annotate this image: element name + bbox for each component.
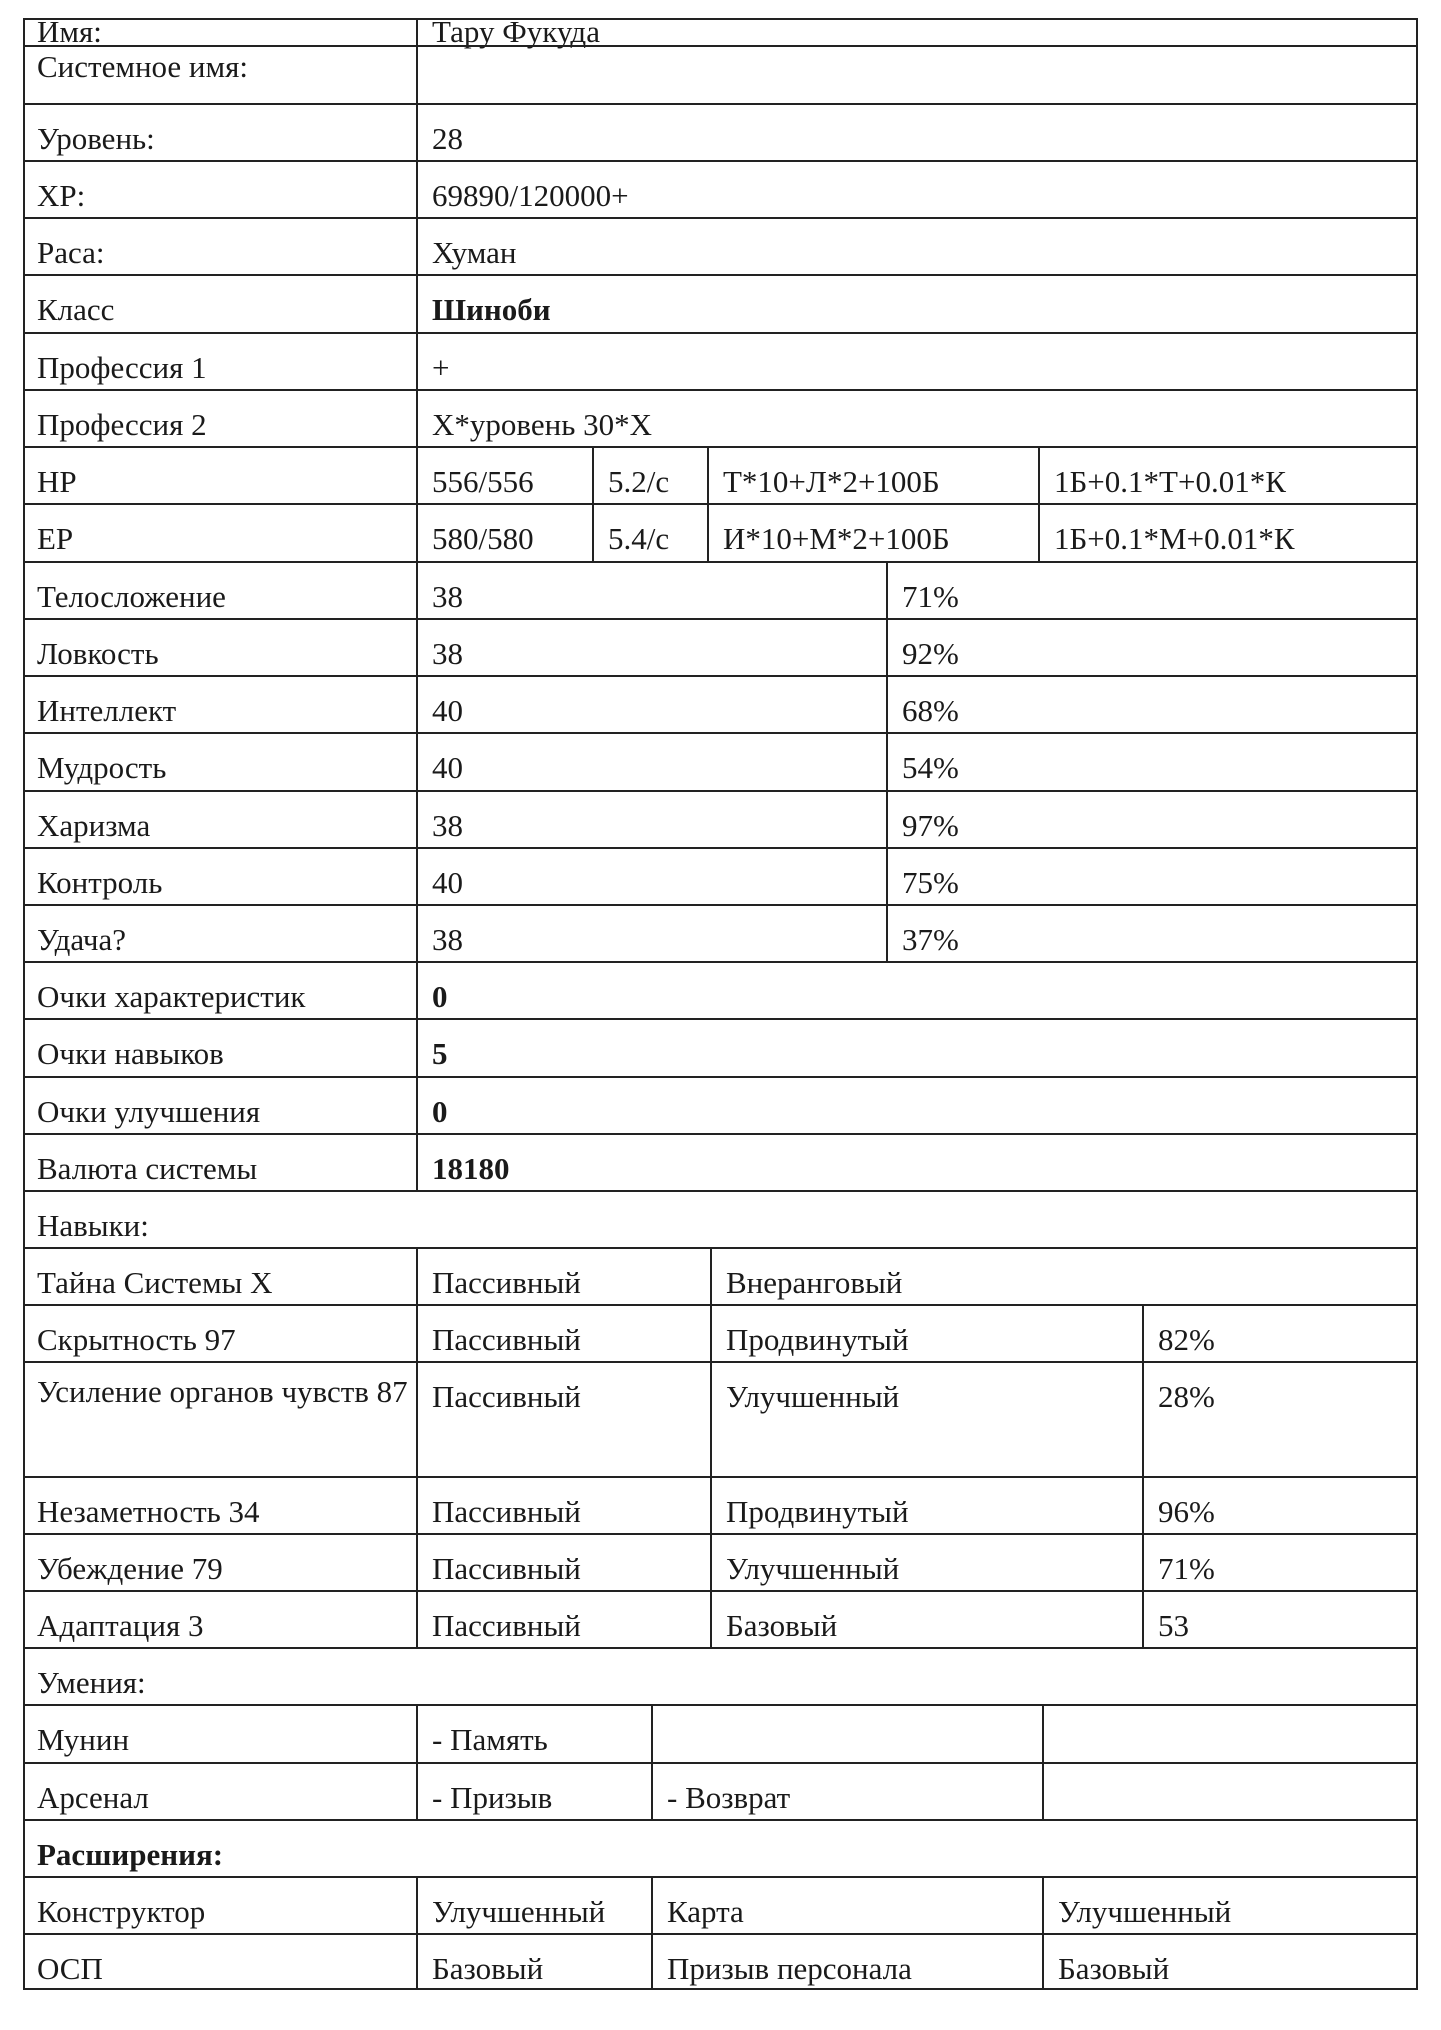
stat-row bbox=[23, 561, 1418, 618]
skill-name: Скрытность 97 bbox=[37, 1322, 236, 1357]
ability-sub: - Память bbox=[416, 1706, 651, 1762]
ability-name: Мунин bbox=[37, 1722, 130, 1757]
stat-percent: 71% bbox=[886, 563, 1418, 618]
stat-percent: 92% bbox=[886, 620, 1418, 675]
ability-sub: - Призыв bbox=[416, 1764, 651, 1819]
stat-value: 40 bbox=[416, 677, 886, 732]
extensions-header: Расширения: bbox=[37, 1837, 224, 1872]
stat-label: Харизма bbox=[37, 808, 151, 843]
skill-progress: 96% bbox=[1142, 1478, 1418, 1533]
skill-row bbox=[23, 1590, 1418, 1647]
skill-name: Адаптация 3 bbox=[37, 1608, 204, 1643]
stat-label: Контроль bbox=[37, 865, 163, 900]
label-profession-2: Профессия 2 bbox=[37, 407, 207, 442]
points-value: 18180 bbox=[416, 1135, 1418, 1190]
points-row bbox=[23, 961, 1418, 1018]
extension-level: Базовый bbox=[1042, 1935, 1418, 1988]
label-ep: EP bbox=[37, 521, 74, 556]
row-profession-1 bbox=[23, 332, 1418, 389]
abilities-header-row bbox=[23, 1647, 1418, 1704]
stat-value: 38 bbox=[416, 620, 886, 675]
skill-type: Пассивный bbox=[416, 1306, 710, 1361]
extension-level: Улучшенный bbox=[416, 1878, 651, 1933]
points-label: Очки улучшения bbox=[37, 1094, 261, 1129]
row-class bbox=[23, 274, 1418, 332]
label-name: Имя: bbox=[37, 14, 102, 49]
skill-rank: Продвинутый bbox=[710, 1306, 1142, 1361]
extension-name: Конструктор bbox=[37, 1894, 206, 1929]
regen-hp: 5.2/с bbox=[592, 448, 707, 503]
skill-progress: 71% bbox=[1142, 1535, 1418, 1590]
stat-percent: 75% bbox=[886, 849, 1418, 904]
skill-type: Пассивный bbox=[416, 1535, 710, 1590]
extension-level: Улучшенный bbox=[1042, 1878, 1418, 1933]
points-row bbox=[23, 1076, 1418, 1133]
points-label: Очки характеристик bbox=[37, 979, 306, 1014]
extensions-header-row bbox=[23, 1819, 1418, 1876]
skill-row bbox=[23, 1533, 1418, 1590]
stat-label: Интеллект bbox=[37, 693, 177, 728]
stat-percent: 97% bbox=[886, 792, 1418, 847]
skill-row bbox=[23, 1247, 1418, 1304]
points-value: 0 bbox=[416, 963, 1418, 1018]
points-label: Валюта системы bbox=[37, 1151, 258, 1186]
ability-sub: - Возврат bbox=[651, 1764, 1042, 1819]
character-sheet bbox=[23, 14, 1418, 2012]
stat-row bbox=[23, 675, 1418, 732]
points-row bbox=[23, 1018, 1418, 1076]
skill-type: Пассивный bbox=[416, 1478, 710, 1533]
label-xp: XP: bbox=[37, 178, 86, 213]
row-profession-2 bbox=[23, 389, 1418, 446]
extension-row bbox=[23, 1933, 1418, 1990]
stat-row bbox=[23, 618, 1418, 675]
regen-formula-hp: 1Б+0.1*Т+0.01*К bbox=[1038, 448, 1418, 503]
value-system-name bbox=[416, 47, 1418, 103]
skill-progress: 82% bbox=[1142, 1306, 1418, 1361]
row-ep bbox=[23, 503, 1418, 561]
value-name: Тару Фукуда bbox=[416, 20, 1418, 45]
value-profession-1: + bbox=[416, 334, 1418, 389]
skill-row bbox=[23, 1476, 1418, 1533]
label-system-name: Системное имя: bbox=[37, 49, 249, 84]
regen-ep: 5.4/с bbox=[592, 505, 707, 561]
stat-row bbox=[23, 790, 1418, 847]
stat-row bbox=[23, 904, 1418, 961]
value-profession-2: X*уровень 30*X bbox=[416, 391, 1418, 446]
abilities-header: Умения: bbox=[37, 1665, 146, 1700]
value-xp: 69890/120000+ bbox=[416, 162, 1418, 217]
stat-percent: 37% bbox=[886, 906, 1418, 961]
stat-label: Ловкость bbox=[37, 636, 159, 671]
stat-value: 38 bbox=[416, 906, 886, 961]
skill-type: Пассивный bbox=[416, 1592, 710, 1647]
skills-header-row bbox=[23, 1190, 1418, 1247]
value-level: 28 bbox=[416, 105, 1418, 160]
points-row bbox=[23, 1133, 1418, 1190]
stat-label: Удача? bbox=[37, 922, 127, 957]
skill-name: Незаметность 34 bbox=[37, 1494, 260, 1529]
skill-type: Пассивный bbox=[416, 1363, 710, 1476]
label-level: Уровень: bbox=[37, 121, 155, 156]
stat-row bbox=[23, 732, 1418, 790]
extension-name: Призыв персонала bbox=[651, 1935, 1042, 1988]
formula-ep: И*10+М*2+100Б bbox=[707, 505, 1038, 561]
skill-name: Тайна Системы X bbox=[37, 1265, 273, 1300]
skill-rank: Улучшенный bbox=[710, 1363, 1142, 1476]
value-race: Хуман bbox=[416, 219, 1418, 274]
label-race: Раса: bbox=[37, 235, 105, 270]
skill-rank: Улучшенный bbox=[710, 1535, 1142, 1590]
ability-name: Арсенал bbox=[37, 1780, 149, 1815]
skill-name: Убеждение 79 bbox=[37, 1551, 223, 1586]
label-hp: HP bbox=[37, 464, 77, 499]
ability-row bbox=[23, 1704, 1418, 1762]
stat-value: 40 bbox=[416, 734, 886, 790]
row-name bbox=[23, 14, 1418, 49]
value-class: Шиноби bbox=[416, 276, 1418, 332]
regen-formula-ep: 1Б+0.1*М+0.01*К bbox=[1038, 505, 1418, 561]
row-hp bbox=[23, 446, 1418, 503]
skill-name: Усиление органов чувств 87 bbox=[37, 1374, 408, 1409]
stat-value: 38 bbox=[416, 792, 886, 847]
skill-progress: 28% bbox=[1142, 1363, 1418, 1476]
points-value: 0 bbox=[416, 1078, 1418, 1133]
value-ep: 580/580 bbox=[416, 505, 592, 561]
skill-type: Пассивный bbox=[416, 1249, 710, 1304]
stat-row bbox=[23, 847, 1418, 904]
skill-progress: 53 bbox=[1142, 1592, 1418, 1647]
skill-rank: Продвинутый bbox=[710, 1478, 1142, 1533]
extension-name: ОСП bbox=[37, 1951, 103, 1986]
stat-value: 40 bbox=[416, 849, 886, 904]
stat-label: Мудрость bbox=[37, 750, 167, 785]
skill-row bbox=[23, 1304, 1418, 1361]
ability-sub bbox=[651, 1706, 1042, 1762]
label-class: Класс bbox=[37, 292, 115, 327]
skills-header: Навыки: bbox=[37, 1208, 149, 1243]
ability-sub bbox=[1042, 1764, 1418, 1819]
row-level bbox=[23, 103, 1418, 160]
ability-sub bbox=[1042, 1706, 1418, 1762]
points-value: 5 bbox=[416, 1020, 1418, 1076]
stat-label: Телосложение bbox=[37, 579, 226, 614]
extension-name: Карта bbox=[651, 1878, 1042, 1933]
row-xp bbox=[23, 160, 1418, 217]
stat-percent: 54% bbox=[886, 734, 1418, 790]
row-system-name bbox=[23, 45, 1418, 103]
skill-row bbox=[23, 1361, 1418, 1476]
ability-row bbox=[23, 1762, 1418, 1819]
row-race bbox=[23, 217, 1418, 274]
skill-rank: Внеранговый bbox=[710, 1249, 1418, 1304]
skill-rank: Базовый bbox=[710, 1592, 1142, 1647]
extension-row bbox=[23, 1876, 1418, 1933]
value-hp: 556/556 bbox=[416, 448, 592, 503]
extension-level: Базовый bbox=[416, 1935, 651, 1988]
formula-hp: Т*10+Л*2+100Б bbox=[707, 448, 1038, 503]
stat-value: 38 bbox=[416, 563, 886, 618]
points-label: Очки навыков bbox=[37, 1036, 224, 1071]
stat-percent: 68% bbox=[886, 677, 1418, 732]
label-profession-1: Профессия 1 bbox=[37, 350, 207, 385]
